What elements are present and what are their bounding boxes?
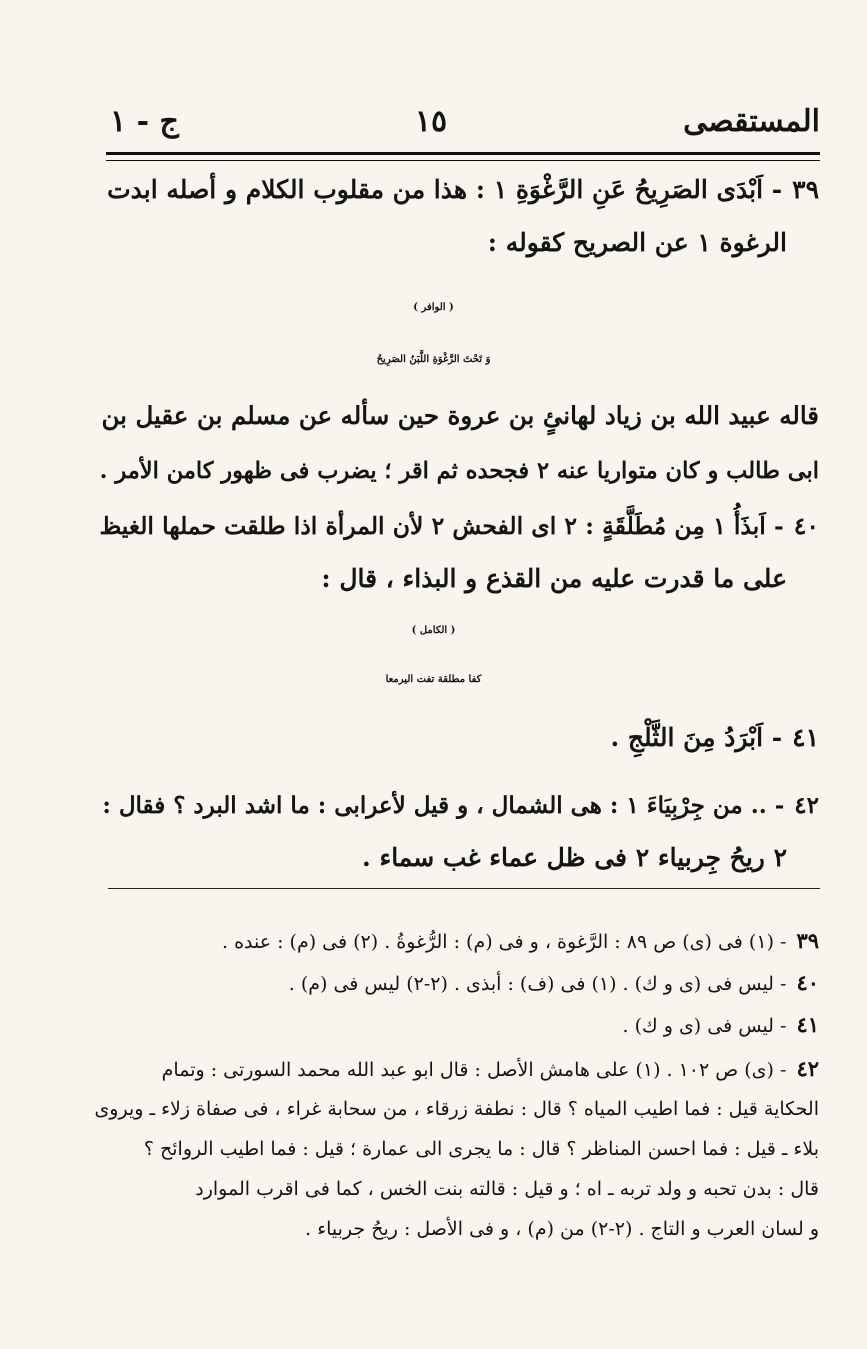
- footnote-42-line-4: قال : بدن تحبه و ولد تربه ـ اه ؛ و قيل : قالته بنت الخس ، كما فى اقرب الموارد: [195, 1178, 819, 1200]
- footnote-text: - (١) فى (ى) ص ٨٩ : الرَّغوة ، و فى (م) : الرُّغوةُ . (٢) فى (م) : عنده .: [221, 931, 787, 953]
- footnote-number: ٤٢: [796, 1056, 819, 1081]
- footnote-40: [289, 968, 819, 999]
- header-rule-thick: [106, 152, 820, 155]
- entry-40-line-2: على ما قدرت عليه من القذع و البذاء ، قال :: [321, 564, 787, 593]
- footnote-number: ٤٠: [796, 970, 819, 995]
- footnote-text: - (ى) ص ١٠٢ . (١) على هامش الأصل : قال ابو عبد الله محمد السورتى : وتمام: [161, 1059, 787, 1081]
- entry-40-verse: كفا مطلقة تفت اليرمعا: [385, 674, 482, 685]
- footnote-39: [222, 926, 819, 957]
- footnote-42-line-1: [162, 1054, 819, 1085]
- footnote-number: ٤١: [796, 1012, 819, 1037]
- entry-39-meter: ( الوافر ): [413, 302, 454, 313]
- entry-text: - .. من جِرْبِيَاءَ ١ : هى الشمال ، و قيل لأعرابى : ما اشد البرد ؟ فقال :: [102, 792, 785, 819]
- header-rule-thin: [106, 160, 820, 161]
- entry-39-line-1: [107, 172, 819, 208]
- footnote-number: ٣٩: [796, 928, 819, 953]
- book-title: المستقصى: [683, 103, 820, 139]
- entry-text: - اَبْدَى الصَرِيحُ عَنِ الرَّغْوَةِ ١ : هذا من مقلوب الكلام و أصله ابدت: [107, 175, 783, 204]
- footnote-separator: [108, 888, 820, 889]
- entry-text: - اَبذَأُ ١ مِن مُطَلَّقَةٍ : ٢ اى الفحش ٢ لأن المرأة اذا طلقت حملها الغيظ: [99, 512, 784, 540]
- footnote-41: [623, 1010, 819, 1041]
- entry-39-line-3: قاله عبيد الله بن زياد لهانئٍ بن عروة حين سأله عن مسلم بن عقيل بن: [101, 401, 819, 430]
- entry-40-line-1: [99, 508, 819, 544]
- entry-number: ٤٢: [794, 792, 819, 819]
- page-number: ١٥: [414, 103, 448, 139]
- entry-text: - اَبْرَدُ مِنَ الثَّلْجِ .: [610, 723, 783, 752]
- entry-42-line-2: ٢ ريحُ جِربياء ٢ فى ظل عماء غب سماء .: [362, 843, 787, 872]
- running-header: [110, 98, 820, 144]
- footnote-42-line-3: بلاء ـ قيل : فما احسن المناظر ؟ قال : ما يجرى الى عمارة ؛ قيل : فما اطيب الروائح ؟: [143, 1138, 819, 1160]
- entry-39-verse: وَ تَحْتَ الرَّغْوَةِ اللَّبَنُ الصَرِيحُ: [376, 354, 491, 365]
- entry-number: ٤٠: [793, 512, 819, 540]
- footnote-42-line-5: و لسان العرب و التاج . (٢-٢) من (م) ، و فى الأصل : ريحُ جربياء .: [305, 1218, 819, 1240]
- footnote-text: - ليس فى (ى و ك) .: [622, 1015, 787, 1037]
- footnote-42-line-2: الحكاية قيل : فما اطيب المياه ؟ قال : نطفة زرقاء ، من سحابة غراء ، فى صفاة زلاء ـ ويروى: [94, 1098, 819, 1120]
- footnote-text: - ليس فى (ى و ك) . (١) فى (ف) : أبذى . (٢-٢) ليس فى (م) .: [288, 973, 787, 995]
- entry-number: ٤١: [792, 723, 819, 752]
- volume-label: ج - ١: [110, 103, 179, 139]
- entry-39-line-2: الرغوة ١ عن الصريح كقوله :: [487, 228, 787, 257]
- entry-39-line-4: ابى طالب و كان متواريا عنه ٢ فجحده ثم اقر ؛ يضرب فى ظهور كامن الأمر .: [99, 458, 819, 484]
- entry-number: ٣٩: [792, 175, 819, 204]
- entry-40-meter: ( الكامل ): [411, 625, 456, 636]
- entry-42-line-1: [102, 788, 819, 824]
- entry-41-line-1: [610, 720, 819, 756]
